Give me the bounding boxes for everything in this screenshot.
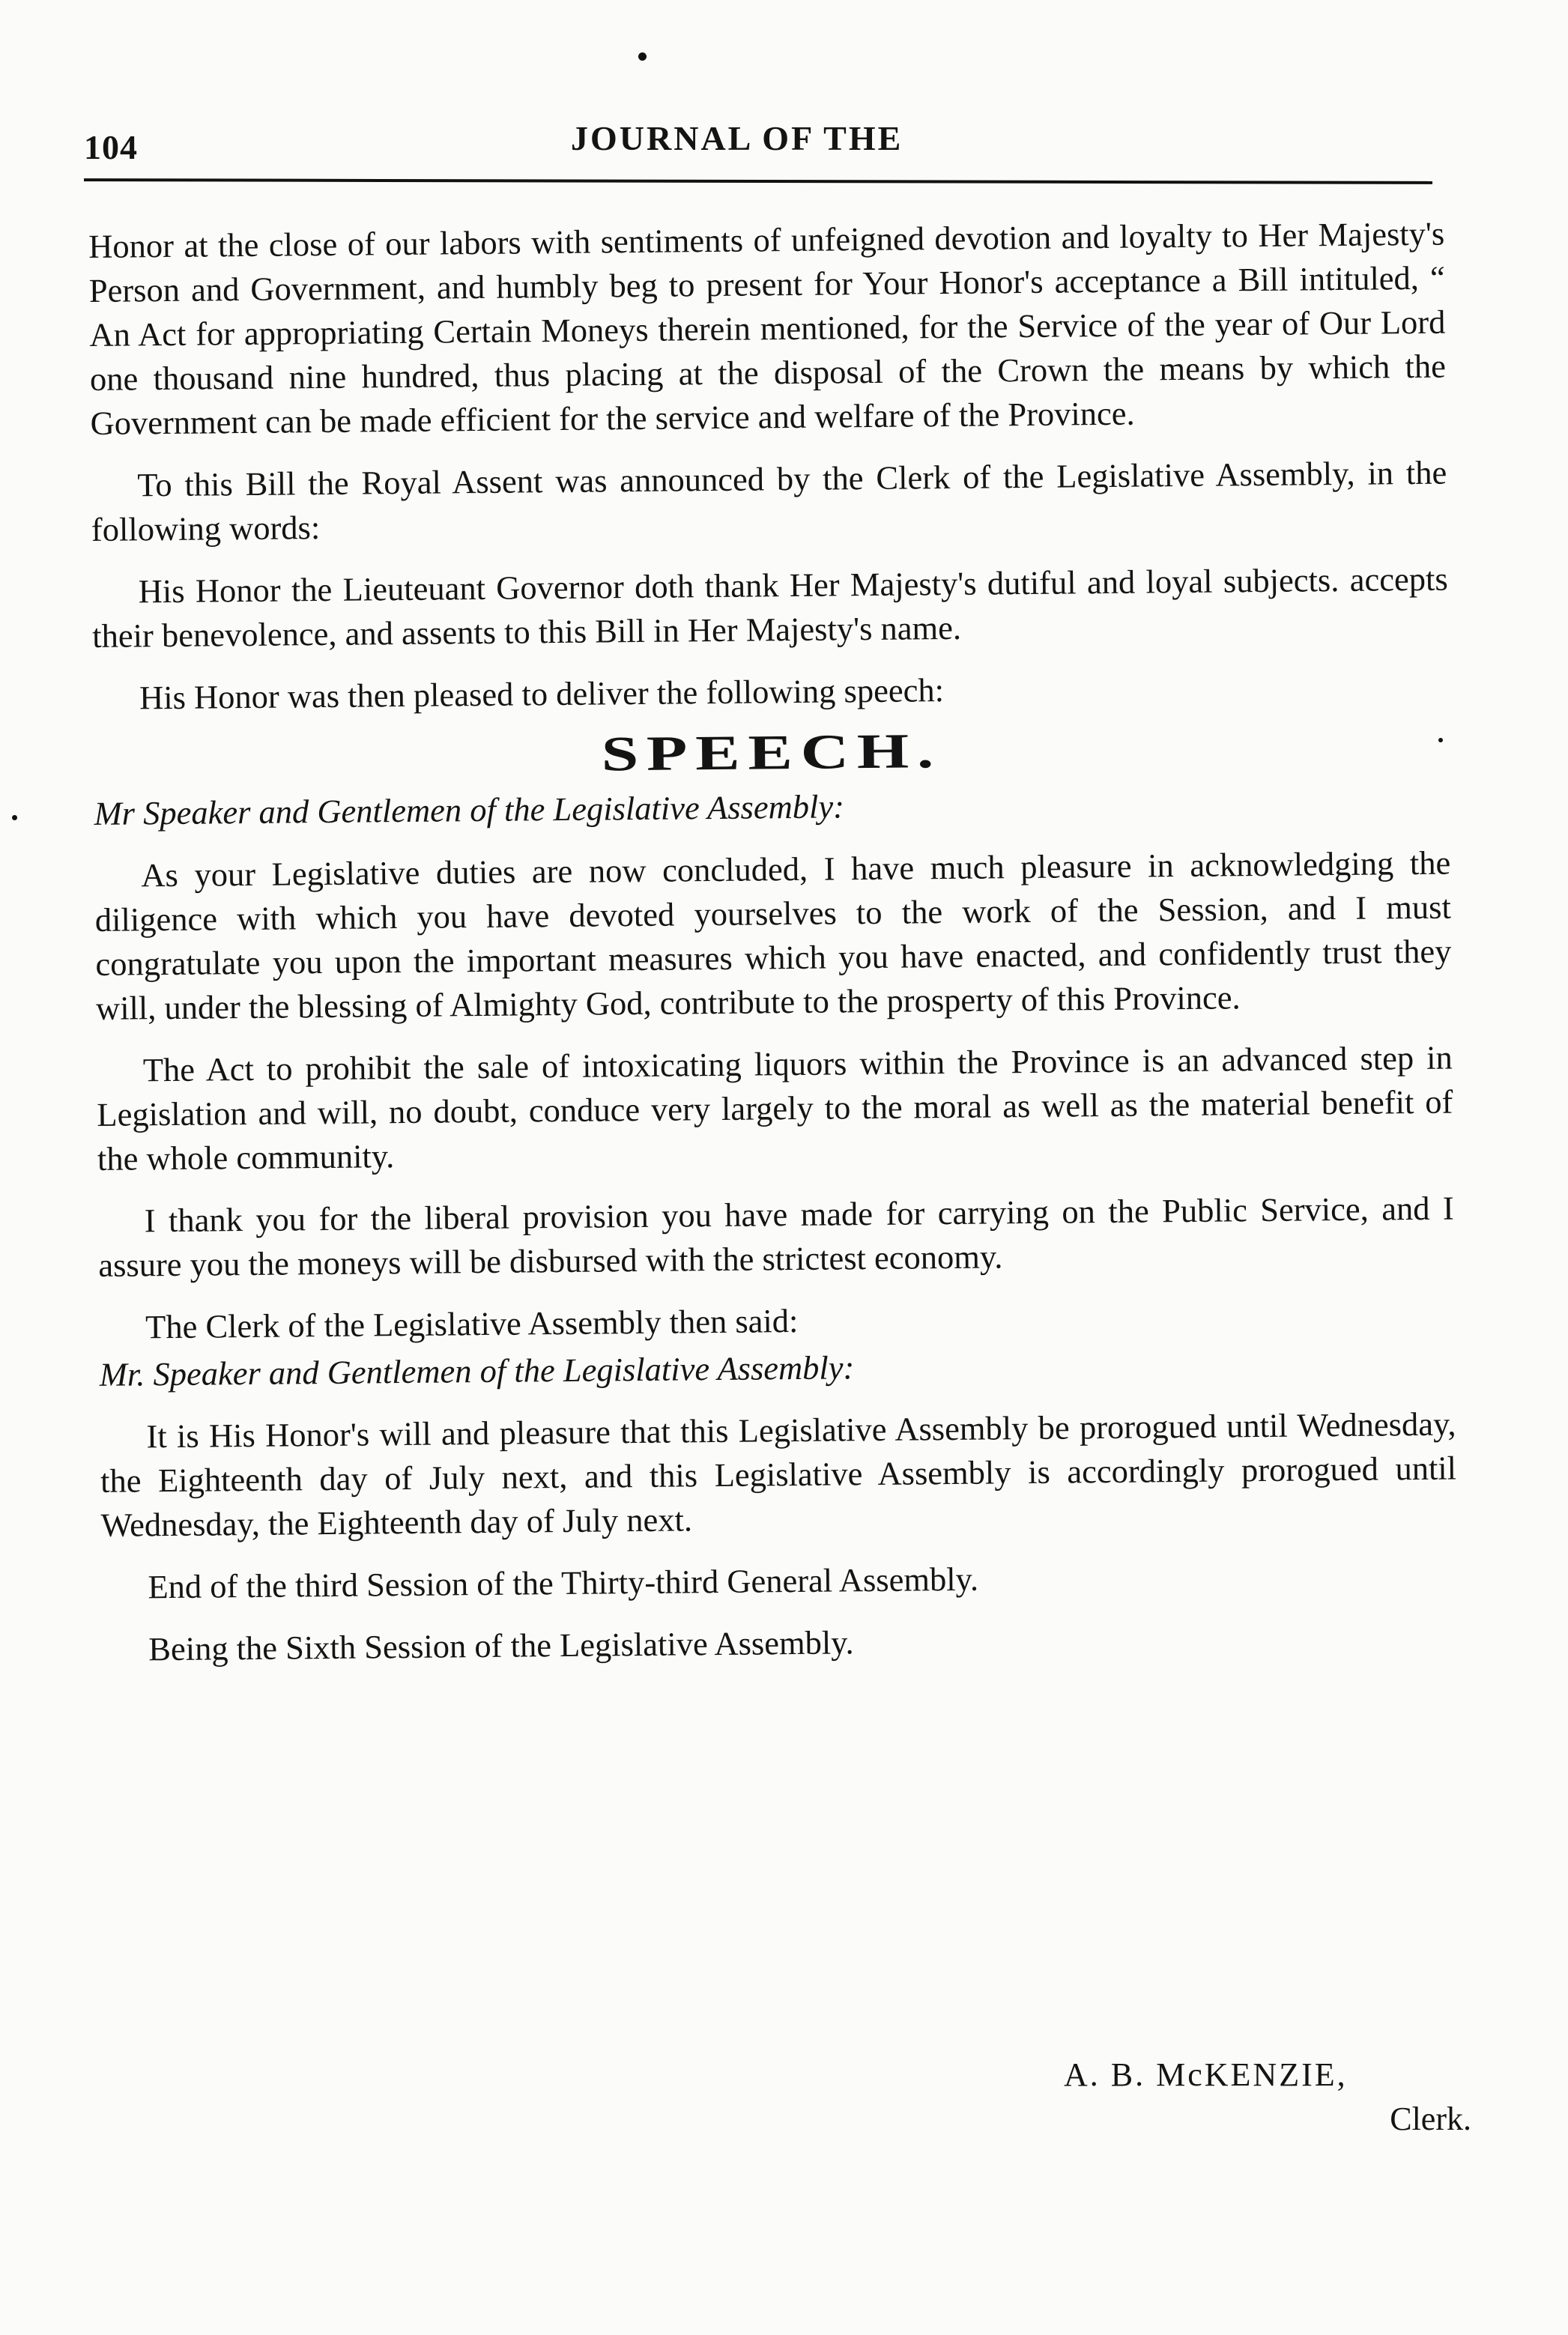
paragraph-speech-intro: His Honor was then pleased to deliver the following speech:	[139, 671, 945, 717]
clerk-title: Clerk.	[1390, 2101, 1471, 2137]
session-end-note: End of the third Session of the Thirty-third General Assembly.	[148, 1560, 979, 1606]
speech-heading: SPEECH.	[601, 724, 942, 782]
page-header	[84, 112, 1440, 165]
page-number: 104	[84, 128, 138, 166]
paragraph-royal-assent: To this Bill the Royal Assent was announced by the Clerk of the Legislative Assembly, in the following words:	[91, 453, 1447, 548]
signature-block	[1064, 2053, 1476, 2141]
clerk-name: A. B. McKENZIE,	[1064, 2056, 1348, 2093]
clerk-intro: The Clerk of the Legislative Assembly then said:	[145, 1301, 799, 1346]
ink-speck	[638, 52, 647, 61]
paragraph-governor-thanks: His Honor the Lieuteuant Governor doth thank Her Majesty's dutiful and loyal subjects. accepts their benevolence, and assents to this Bill in Her Majesty's name.	[92, 560, 1448, 655]
speech-paragraph-liquor-act: The Act to prohibit the sale of intoxicating liquors within the Province is an advanced step in Legislation and will, no doubt, conduce very largely to the moral as well as the material benefit of the whole community.	[97, 1038, 1453, 1178]
clerk-address: Mr. Speaker and Gentlemen of the Legislative Assembly:	[99, 1348, 855, 1393]
session-number-note: Being the Sixth Session of the Legislative Assembly.	[148, 1623, 854, 1668]
running-title: JOURNAL OF THE	[571, 119, 903, 157]
speech-paragraph-public-service: I thank you for the liberal provision you have made for carrying on the Public Service, and I assure you the moneys will be disbursed with the strictest economy.	[98, 1189, 1454, 1284]
header-rule	[84, 178, 1432, 184]
journal-body	[88, 212, 1458, 1672]
prorogation-statement: It is His Honor's will and pleasure that this Legislative Assembly be prorogued until Wednesday, the Eighteenth day of July next, and this Legislative Assembly is accordingly prorogued until Wednesday, the Eighteenth day of July next.	[100, 1405, 1457, 1544]
speech-paragraph-duties: As your Legislative duties are now concluded, I have much pleasure in acknowledging the diligence with which you have devoted yourselves to the work of the Session, and I must congratulate you upon the important measures which you have enacted, and confidently trust they will, under the blessing of Almighty God, contribute to the prosperty of this Province.	[94, 844, 1452, 1027]
paragraph-address-continuation: Honor at the close of our labors with sentiments of unfeigned devotion and loyalty to Her Majesty's Person and Government, and humbly beg to present for Your Honor's acceptance a Bill intituled, “ An Act for appropriating Certain Moneys therein mentioned, for the Service of the year of Our Lord one thousand nine hundred, thus placing at the disposal of the Crown the means by which the Government can be made efficient for the service and welfare of the Province.	[88, 214, 1447, 442]
ink-speck	[12, 815, 17, 820]
speech-address: Mr Speaker and Gentlemen of the Legislative Assembly:	[94, 787, 845, 832]
